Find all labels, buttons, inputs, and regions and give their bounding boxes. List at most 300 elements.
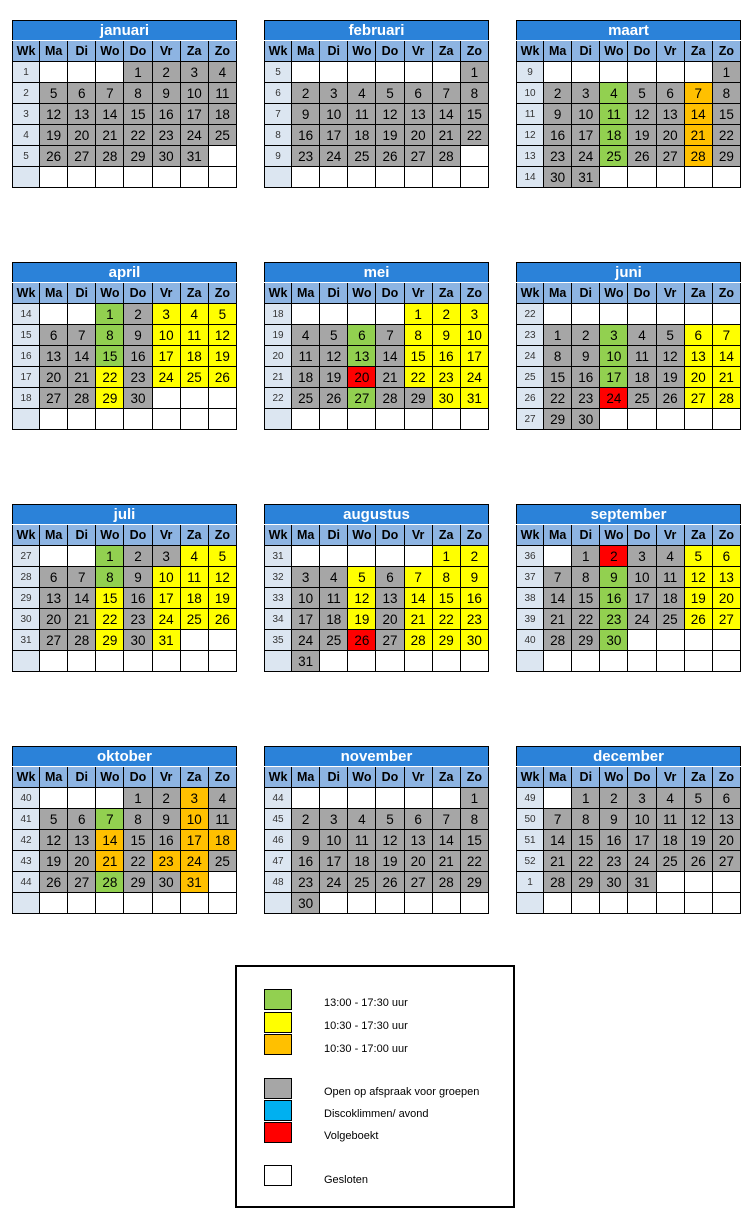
day-cell: 27 <box>376 630 404 651</box>
day-cell: 28 <box>544 872 572 893</box>
day-cell: 17 <box>572 125 600 146</box>
week-row <box>517 167 741 188</box>
day-cell: 23 <box>124 609 152 630</box>
day-header: Wo <box>348 283 376 304</box>
month-april <box>12 262 237 430</box>
day-cell: 11 <box>656 809 684 830</box>
day-cell: 1 <box>96 546 124 567</box>
day-header: Wo <box>600 767 628 788</box>
week-number <box>265 651 292 672</box>
legend-label-yellow: 10:30 - 17:30 uur <box>324 1020 408 1032</box>
day-cell: 27 <box>404 146 432 167</box>
day-cell: 28 <box>68 630 96 651</box>
empty-cell <box>460 651 488 672</box>
day-cell: 21 <box>432 851 460 872</box>
day-cell: 14 <box>432 830 460 851</box>
day-cell: 22 <box>460 851 488 872</box>
day-cell: 20 <box>348 367 376 388</box>
day-cell: 15 <box>544 367 572 388</box>
week-number: 22 <box>265 388 292 409</box>
day-cell: 2 <box>544 83 572 104</box>
empty-cell <box>376 62 404 83</box>
day-cell: 4 <box>348 809 376 830</box>
day-cell: 6 <box>404 83 432 104</box>
day-cell: 19 <box>684 830 712 851</box>
day-cell: 24 <box>292 630 320 651</box>
day-cell: 31 <box>152 630 180 651</box>
empty-cell <box>432 788 460 809</box>
week-row <box>265 651 489 672</box>
week-row <box>265 167 489 188</box>
day-header: Do <box>628 283 656 304</box>
month-december <box>516 746 741 914</box>
month-title: augustus <box>265 505 489 525</box>
day-cell: 8 <box>432 567 460 588</box>
empty-cell <box>376 167 404 188</box>
week-number: 11 <box>517 104 544 125</box>
empty-cell <box>376 304 404 325</box>
day-cell: 5 <box>320 325 348 346</box>
day-cell: 17 <box>292 609 320 630</box>
week-number: 2 <box>13 83 40 104</box>
day-cell: 1 <box>572 546 600 567</box>
empty-cell <box>68 167 96 188</box>
day-cell: 25 <box>656 851 684 872</box>
week-number: 44 <box>265 788 292 809</box>
empty-cell <box>320 651 348 672</box>
day-header: Ma <box>40 283 68 304</box>
day-cell: 24 <box>460 367 488 388</box>
day-header: Zo <box>712 767 740 788</box>
week-number: 10 <box>517 83 544 104</box>
day-cell: 18 <box>628 367 656 388</box>
empty-cell <box>376 651 404 672</box>
day-cell: 15 <box>124 830 152 851</box>
empty-cell <box>292 788 320 809</box>
week-row <box>265 588 489 609</box>
day-cell: 10 <box>180 809 208 830</box>
day-cell: 1 <box>712 62 740 83</box>
empty-cell <box>656 167 684 188</box>
day-cell: 19 <box>40 125 68 146</box>
empty-cell <box>656 651 684 672</box>
day-cell: 19 <box>348 609 376 630</box>
day-cell: 13 <box>68 104 96 125</box>
day-cell: 1 <box>96 304 124 325</box>
day-cell: 25 <box>348 872 376 893</box>
empty-cell <box>712 304 740 325</box>
day-cell: 9 <box>600 809 628 830</box>
day-cell: 23 <box>600 851 628 872</box>
month-title: mei <box>265 263 489 283</box>
week-row <box>265 546 489 567</box>
week-number: 15 <box>13 325 40 346</box>
day-header: Wo <box>348 525 376 546</box>
day-cell: 17 <box>628 830 656 851</box>
empty-cell <box>348 62 376 83</box>
day-cell: 5 <box>656 325 684 346</box>
empty-cell <box>124 167 152 188</box>
day-cell: 20 <box>712 830 740 851</box>
day-cell: 18 <box>320 609 348 630</box>
day-cell: 19 <box>376 851 404 872</box>
week-number: 16 <box>13 346 40 367</box>
day-cell: 8 <box>572 567 600 588</box>
day-cell: 29 <box>712 146 740 167</box>
day-cell: 16 <box>544 125 572 146</box>
day-header: Vr <box>656 283 684 304</box>
day-header: Do <box>124 525 152 546</box>
day-cell: 8 <box>572 809 600 830</box>
day-cell: 23 <box>152 851 180 872</box>
day-cell: 10 <box>320 830 348 851</box>
empty-cell <box>208 872 236 893</box>
day-header: Di <box>572 525 600 546</box>
day-cell: 14 <box>376 346 404 367</box>
day-header: Ma <box>544 525 572 546</box>
week-number: 28 <box>13 567 40 588</box>
empty-cell <box>320 167 348 188</box>
day-cell: 2 <box>124 304 152 325</box>
month-title: september <box>517 505 741 525</box>
week-number: 51 <box>517 830 544 851</box>
day-cell: 5 <box>376 809 404 830</box>
day-header: Za <box>180 767 208 788</box>
day-header: Zo <box>712 283 740 304</box>
month-title: oktober <box>13 747 237 767</box>
day-cell: 14 <box>96 830 124 851</box>
day-cell: 13 <box>348 346 376 367</box>
day-header: Ma <box>292 41 320 62</box>
day-cell: 16 <box>124 588 152 609</box>
day-cell: 20 <box>40 367 68 388</box>
day-cell: 19 <box>684 588 712 609</box>
legend-box <box>235 965 515 1208</box>
week-number: 6 <box>265 83 292 104</box>
day-cell: 26 <box>208 609 236 630</box>
day-cell: 11 <box>656 567 684 588</box>
day-cell: 30 <box>152 146 180 167</box>
day-header: Vr <box>656 41 684 62</box>
day-header: Ma <box>544 767 572 788</box>
day-cell: 20 <box>656 125 684 146</box>
day-cell: 15 <box>572 588 600 609</box>
day-cell: 14 <box>712 346 740 367</box>
week-row <box>13 630 237 651</box>
day-cell: 18 <box>292 367 320 388</box>
day-header: Zo <box>712 525 740 546</box>
day-header: Zo <box>208 767 236 788</box>
day-cell: 2 <box>432 304 460 325</box>
day-cell: 1 <box>572 788 600 809</box>
week-number: 22 <box>517 304 544 325</box>
week-number: 34 <box>265 609 292 630</box>
day-cell: 7 <box>684 83 712 104</box>
day-header: Za <box>684 283 712 304</box>
day-cell: 26 <box>40 146 68 167</box>
week-number: 8 <box>265 125 292 146</box>
day-cell: 10 <box>572 104 600 125</box>
day-cell: 22 <box>124 851 152 872</box>
empty-cell <box>460 893 488 914</box>
day-header: Vr <box>656 767 684 788</box>
day-cell: 31 <box>628 872 656 893</box>
day-cell: 7 <box>544 809 572 830</box>
day-cell: 12 <box>348 588 376 609</box>
day-cell: 20 <box>684 367 712 388</box>
day-cell: 22 <box>572 851 600 872</box>
day-cell: 9 <box>292 830 320 851</box>
day-header: Di <box>68 283 96 304</box>
week-row <box>13 409 237 430</box>
day-cell: 26 <box>40 872 68 893</box>
day-header: Do <box>628 525 656 546</box>
empty-cell <box>96 409 124 430</box>
empty-cell <box>208 893 236 914</box>
week-number: 5 <box>13 146 40 167</box>
day-cell: 26 <box>628 146 656 167</box>
day-header: Di <box>320 41 348 62</box>
day-cell: 8 <box>124 809 152 830</box>
empty-cell <box>544 546 572 567</box>
day-header: Vr <box>152 525 180 546</box>
day-cell: 21 <box>404 609 432 630</box>
legend-swatch-blue <box>264 1100 292 1121</box>
week-row <box>13 167 237 188</box>
day-cell: 3 <box>152 546 180 567</box>
day-cell: 28 <box>684 146 712 167</box>
empty-cell <box>180 409 208 430</box>
empty-cell <box>292 409 320 430</box>
day-header: Ma <box>292 283 320 304</box>
week-row <box>13 546 237 567</box>
day-header: Wk <box>265 41 292 62</box>
week-number: 40 <box>517 630 544 651</box>
week-number: 18 <box>265 304 292 325</box>
day-cell: 10 <box>460 325 488 346</box>
day-cell: 30 <box>432 388 460 409</box>
day-cell: 29 <box>124 146 152 167</box>
day-header: Wk <box>517 525 544 546</box>
empty-cell <box>376 409 404 430</box>
day-cell: 3 <box>572 83 600 104</box>
day-cell: 2 <box>124 546 152 567</box>
week-number: 52 <box>517 851 544 872</box>
day-cell: 7 <box>404 567 432 588</box>
week-number: 38 <box>517 588 544 609</box>
day-cell: 18 <box>600 125 628 146</box>
day-cell: 27 <box>712 851 740 872</box>
day-cell: 30 <box>572 409 600 430</box>
week-number: 7 <box>265 104 292 125</box>
day-header: Za <box>180 41 208 62</box>
day-header: Wk <box>265 767 292 788</box>
day-cell: 5 <box>208 546 236 567</box>
day-cell: 28 <box>96 872 124 893</box>
day-cell: 24 <box>152 367 180 388</box>
empty-cell <box>68 788 96 809</box>
day-cell: 27 <box>404 872 432 893</box>
day-cell: 21 <box>712 367 740 388</box>
day-header: Di <box>320 283 348 304</box>
day-cell: 11 <box>600 104 628 125</box>
week-row <box>13 788 237 809</box>
week-number: 17 <box>13 367 40 388</box>
day-cell: 13 <box>40 588 68 609</box>
month-title: januari <box>13 21 237 41</box>
empty-cell <box>292 167 320 188</box>
day-header: Za <box>684 767 712 788</box>
week-number: 14 <box>13 304 40 325</box>
day-cell: 3 <box>628 546 656 567</box>
day-cell: 21 <box>96 125 124 146</box>
empty-cell <box>208 167 236 188</box>
day-cell: 24 <box>320 146 348 167</box>
empty-cell <box>684 893 712 914</box>
day-cell: 9 <box>600 567 628 588</box>
empty-cell <box>712 167 740 188</box>
day-header: Do <box>376 41 404 62</box>
day-cell: 11 <box>348 830 376 851</box>
week-number: 3 <box>13 104 40 125</box>
day-cell: 12 <box>376 104 404 125</box>
week-row <box>517 809 741 830</box>
day-cell: 28 <box>96 146 124 167</box>
week-number: 31 <box>265 546 292 567</box>
week-number: 1 <box>517 872 544 893</box>
day-cell: 16 <box>292 851 320 872</box>
week-row <box>265 62 489 83</box>
legend-swatch-gray <box>264 1078 292 1099</box>
day-header: Zo <box>208 525 236 546</box>
week-number: 47 <box>265 851 292 872</box>
day-cell: 9 <box>572 346 600 367</box>
day-cell: 10 <box>628 567 656 588</box>
day-cell: 16 <box>152 830 180 851</box>
day-cell: 29 <box>96 388 124 409</box>
day-cell: 4 <box>628 325 656 346</box>
day-header: Wo <box>600 525 628 546</box>
week-number: 29 <box>13 588 40 609</box>
day-header: Za <box>684 525 712 546</box>
empty-cell <box>404 788 432 809</box>
week-row <box>13 62 237 83</box>
day-cell: 22 <box>712 125 740 146</box>
empty-cell <box>40 304 68 325</box>
week-number: 35 <box>265 630 292 651</box>
day-header: Vr <box>404 41 432 62</box>
empty-cell <box>684 409 712 430</box>
week-number <box>517 893 544 914</box>
day-cell: 26 <box>376 146 404 167</box>
day-cell: 24 <box>180 125 208 146</box>
week-row <box>265 830 489 851</box>
day-cell: 19 <box>376 125 404 146</box>
week-row <box>13 588 237 609</box>
day-header: Vr <box>404 767 432 788</box>
empty-cell <box>40 62 68 83</box>
empty-cell <box>68 651 96 672</box>
empty-cell <box>656 630 684 651</box>
day-cell: 25 <box>656 609 684 630</box>
day-cell: 28 <box>432 146 460 167</box>
empty-cell <box>180 893 208 914</box>
day-cell: 31 <box>180 872 208 893</box>
empty-cell <box>40 651 68 672</box>
day-cell: 4 <box>348 83 376 104</box>
empty-cell <box>628 304 656 325</box>
day-cell: 9 <box>432 325 460 346</box>
empty-cell <box>628 651 656 672</box>
day-header: Vr <box>152 283 180 304</box>
day-cell: 27 <box>68 872 96 893</box>
day-cell: 13 <box>712 567 740 588</box>
week-row <box>517 304 741 325</box>
day-cell: 1 <box>432 546 460 567</box>
empty-cell <box>684 872 712 893</box>
day-cell: 14 <box>404 588 432 609</box>
day-cell: 10 <box>152 325 180 346</box>
week-row <box>13 567 237 588</box>
day-cell: 9 <box>152 83 180 104</box>
day-cell: 8 <box>712 83 740 104</box>
day-cell: 8 <box>404 325 432 346</box>
day-cell: 12 <box>40 830 68 851</box>
day-cell: 23 <box>544 146 572 167</box>
day-header: Wo <box>348 41 376 62</box>
week-number: 30 <box>13 609 40 630</box>
week-number: 27 <box>517 409 544 430</box>
day-cell: 2 <box>460 546 488 567</box>
day-cell: 12 <box>628 104 656 125</box>
day-cell: 27 <box>40 630 68 651</box>
week-number: 41 <box>13 809 40 830</box>
day-cell: 21 <box>432 125 460 146</box>
day-cell: 27 <box>656 146 684 167</box>
empty-cell <box>460 409 488 430</box>
day-cell: 6 <box>68 809 96 830</box>
week-number: 12 <box>517 125 544 146</box>
day-cell: 30 <box>544 167 572 188</box>
week-row <box>517 788 741 809</box>
day-cell: 23 <box>572 388 600 409</box>
week-number <box>265 409 292 430</box>
week-row <box>265 630 489 651</box>
empty-cell <box>348 167 376 188</box>
empty-cell <box>684 167 712 188</box>
week-number: 9 <box>265 146 292 167</box>
day-cell: 10 <box>628 809 656 830</box>
day-cell: 20 <box>712 588 740 609</box>
day-cell: 26 <box>684 851 712 872</box>
day-cell: 22 <box>404 367 432 388</box>
day-cell: 3 <box>628 788 656 809</box>
week-row <box>517 830 741 851</box>
day-cell: 20 <box>68 125 96 146</box>
empty-cell <box>348 651 376 672</box>
day-cell: 14 <box>684 104 712 125</box>
week-number: 13 <box>517 146 544 167</box>
empty-cell <box>432 62 460 83</box>
day-cell: 14 <box>96 104 124 125</box>
week-number: 21 <box>265 367 292 388</box>
day-cell: 15 <box>404 346 432 367</box>
day-cell: 6 <box>712 546 740 567</box>
day-cell: 9 <box>460 567 488 588</box>
day-cell: 16 <box>124 346 152 367</box>
week-row <box>265 567 489 588</box>
day-cell: 10 <box>600 346 628 367</box>
